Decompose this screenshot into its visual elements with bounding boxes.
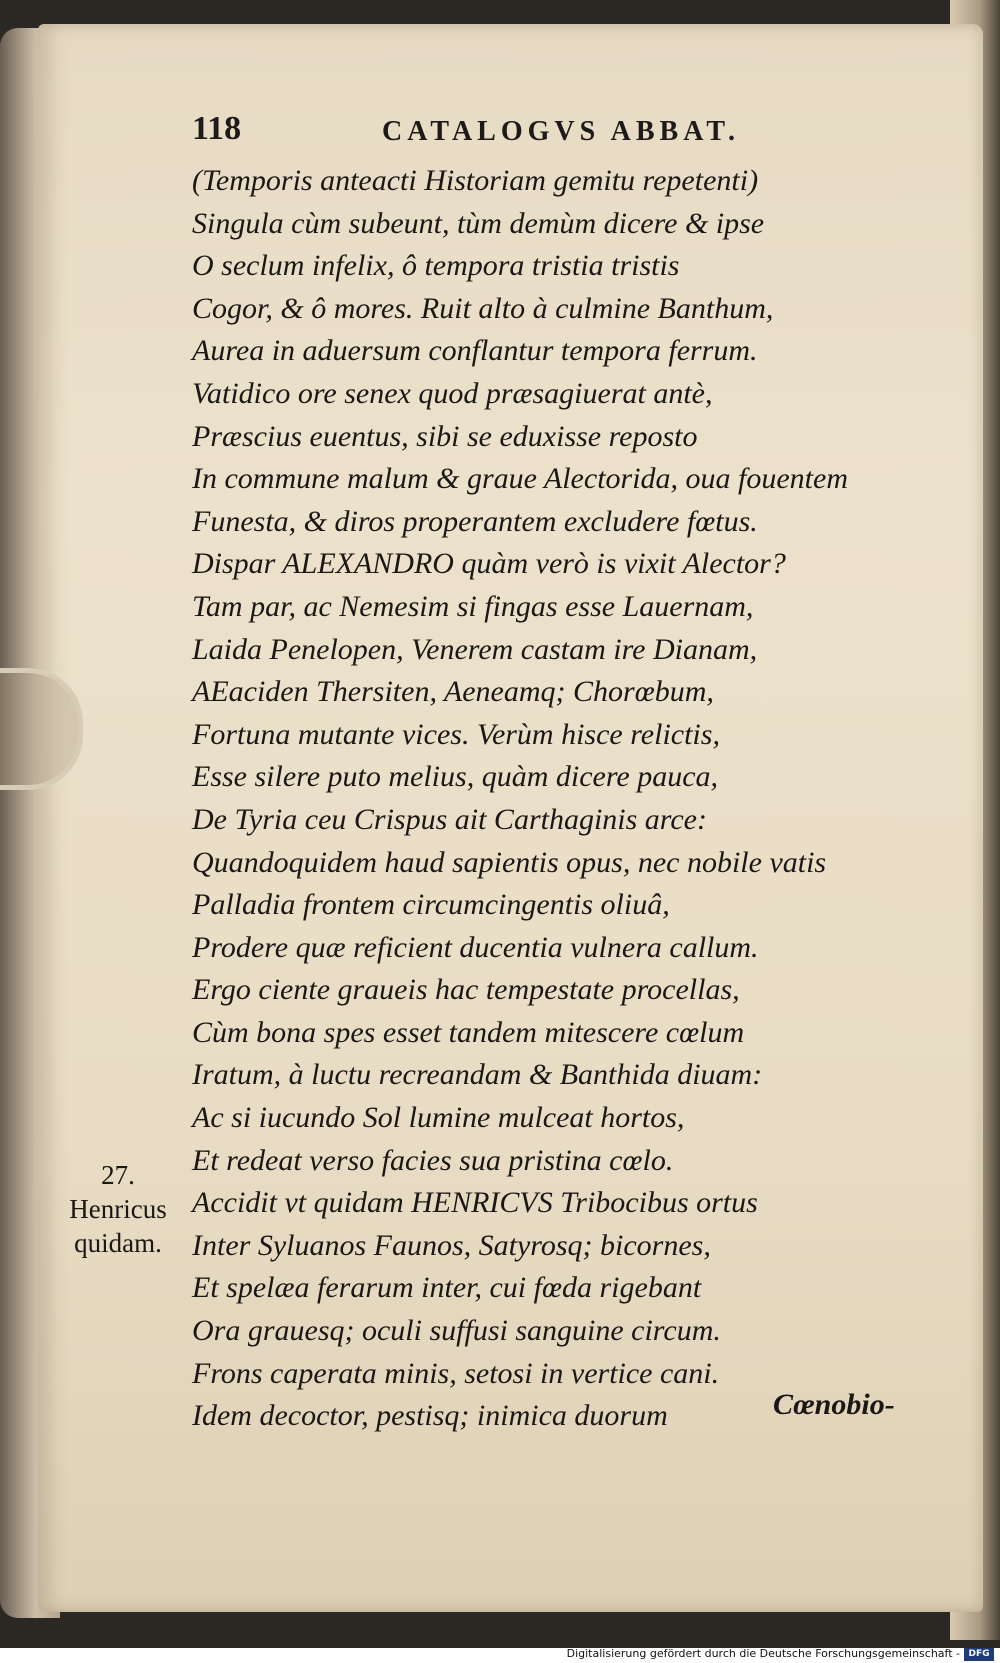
verse-line: Et redeat verso facies sua pristina cœlo. <box>192 1143 674 1177</box>
margin-note-number: 27. <box>101 1160 135 1190</box>
verse-line: O seclum infelix, ô tempora tristia tristis <box>192 249 680 283</box>
funding-credit: Digitalisierung gefördert durch die Deutsche Forschungsgemeinschaft - <box>566 1647 960 1660</box>
verse-line: Ac si iucundo Sol lumine mulceat hortos, <box>192 1101 685 1135</box>
verse-line: (Temporis anteacti Historiam gemitu repetenti) <box>192 164 759 197</box>
verse-line: Inter Syluanos Faunos, Satyrosq; bicornes, <box>192 1228 711 1262</box>
verse-line: In commune malum & graue Alectorida, oua fouentem <box>192 462 849 496</box>
verse-line: AEaciden Thersiten, Aeneamq; Chorœbum, <box>192 675 714 709</box>
verse-line: Idem decoctor, pestisq; inimica duorum <box>192 1399 668 1433</box>
margin-note-line1: Henricus <box>69 1194 167 1224</box>
catchword: Cœnobio- <box>773 1388 895 1421</box>
page-header <box>192 110 792 154</box>
verse-line: Laida Penelopen, Venerem castam ire Dianam, <box>192 632 758 666</box>
verse-line: Funesta, & diros properantem excludere fœtus. <box>192 504 758 538</box>
verse-block <box>192 160 892 1438</box>
verse-line: Dispar ALEXANDRO quàm verò is vixit Alector? <box>192 547 786 581</box>
verse-line: Iratum, à luctu recreandam & Banthida diuam: <box>192 1058 763 1092</box>
verse-line: Frons caperata minis, setosi in vertice cani. <box>192 1356 720 1390</box>
margin-note-line2: quidam. <box>74 1228 162 1258</box>
verse-line: Cùm bona spes esset tandem mitescere cœlum <box>192 1015 745 1049</box>
running-head: CATALOGVS ABBAT. <box>382 116 740 147</box>
folio-number: 118 <box>192 110 242 147</box>
margin-note <box>48 1158 188 1260</box>
verse-line: Esse silere puto melius, quàm dicere pauca, <box>192 760 719 794</box>
verse-line: Prodere quæ reficient ducentia vulnera callum. <box>192 930 759 964</box>
verse-line: Vatidico ore senex quod præsagiuerat antè, <box>192 376 713 410</box>
verse-line: Ergo ciente graueis hac tempestate procellas, <box>192 973 740 1007</box>
verse-line: Cogor, & ô mores. Ruit alto à culmine Banthum, <box>192 291 774 325</box>
verse-line: De Tyria ceu Crispus ait Carthaginis arce: <box>192 802 707 836</box>
verse-line: Accidit vt quidam HENRICVS Tribocibus ortus <box>192 1186 758 1220</box>
verse-line: Fortuna mutante vices. Verùm hisce relictis, <box>192 717 720 751</box>
verse-line: Tam par, ac Nemesim si fingas esse Lauernam, <box>192 589 754 623</box>
dfg-logo: DFG <box>964 1648 994 1661</box>
verse-line: Quandoquidem haud sapientis opus, nec nobile vatis <box>192 845 827 879</box>
verse-line: Præscius euentus, sibi se eduxisse reposto <box>192 419 698 453</box>
verse-line: Singula cùm subeunt, tùm demùm dicere & ipse <box>192 206 765 240</box>
verse-line: Palladia frontem circumcingentis oliuâ, <box>192 888 670 922</box>
verse-line: Ora grauesq; oculi suffusi sanguine circum. <box>192 1314 721 1348</box>
verse-line: Aurea in aduersum conflantur tempora ferrum. <box>192 334 758 368</box>
verse-line: Et spelæa ferarum inter, cui fœda rigebant <box>192 1271 702 1305</box>
